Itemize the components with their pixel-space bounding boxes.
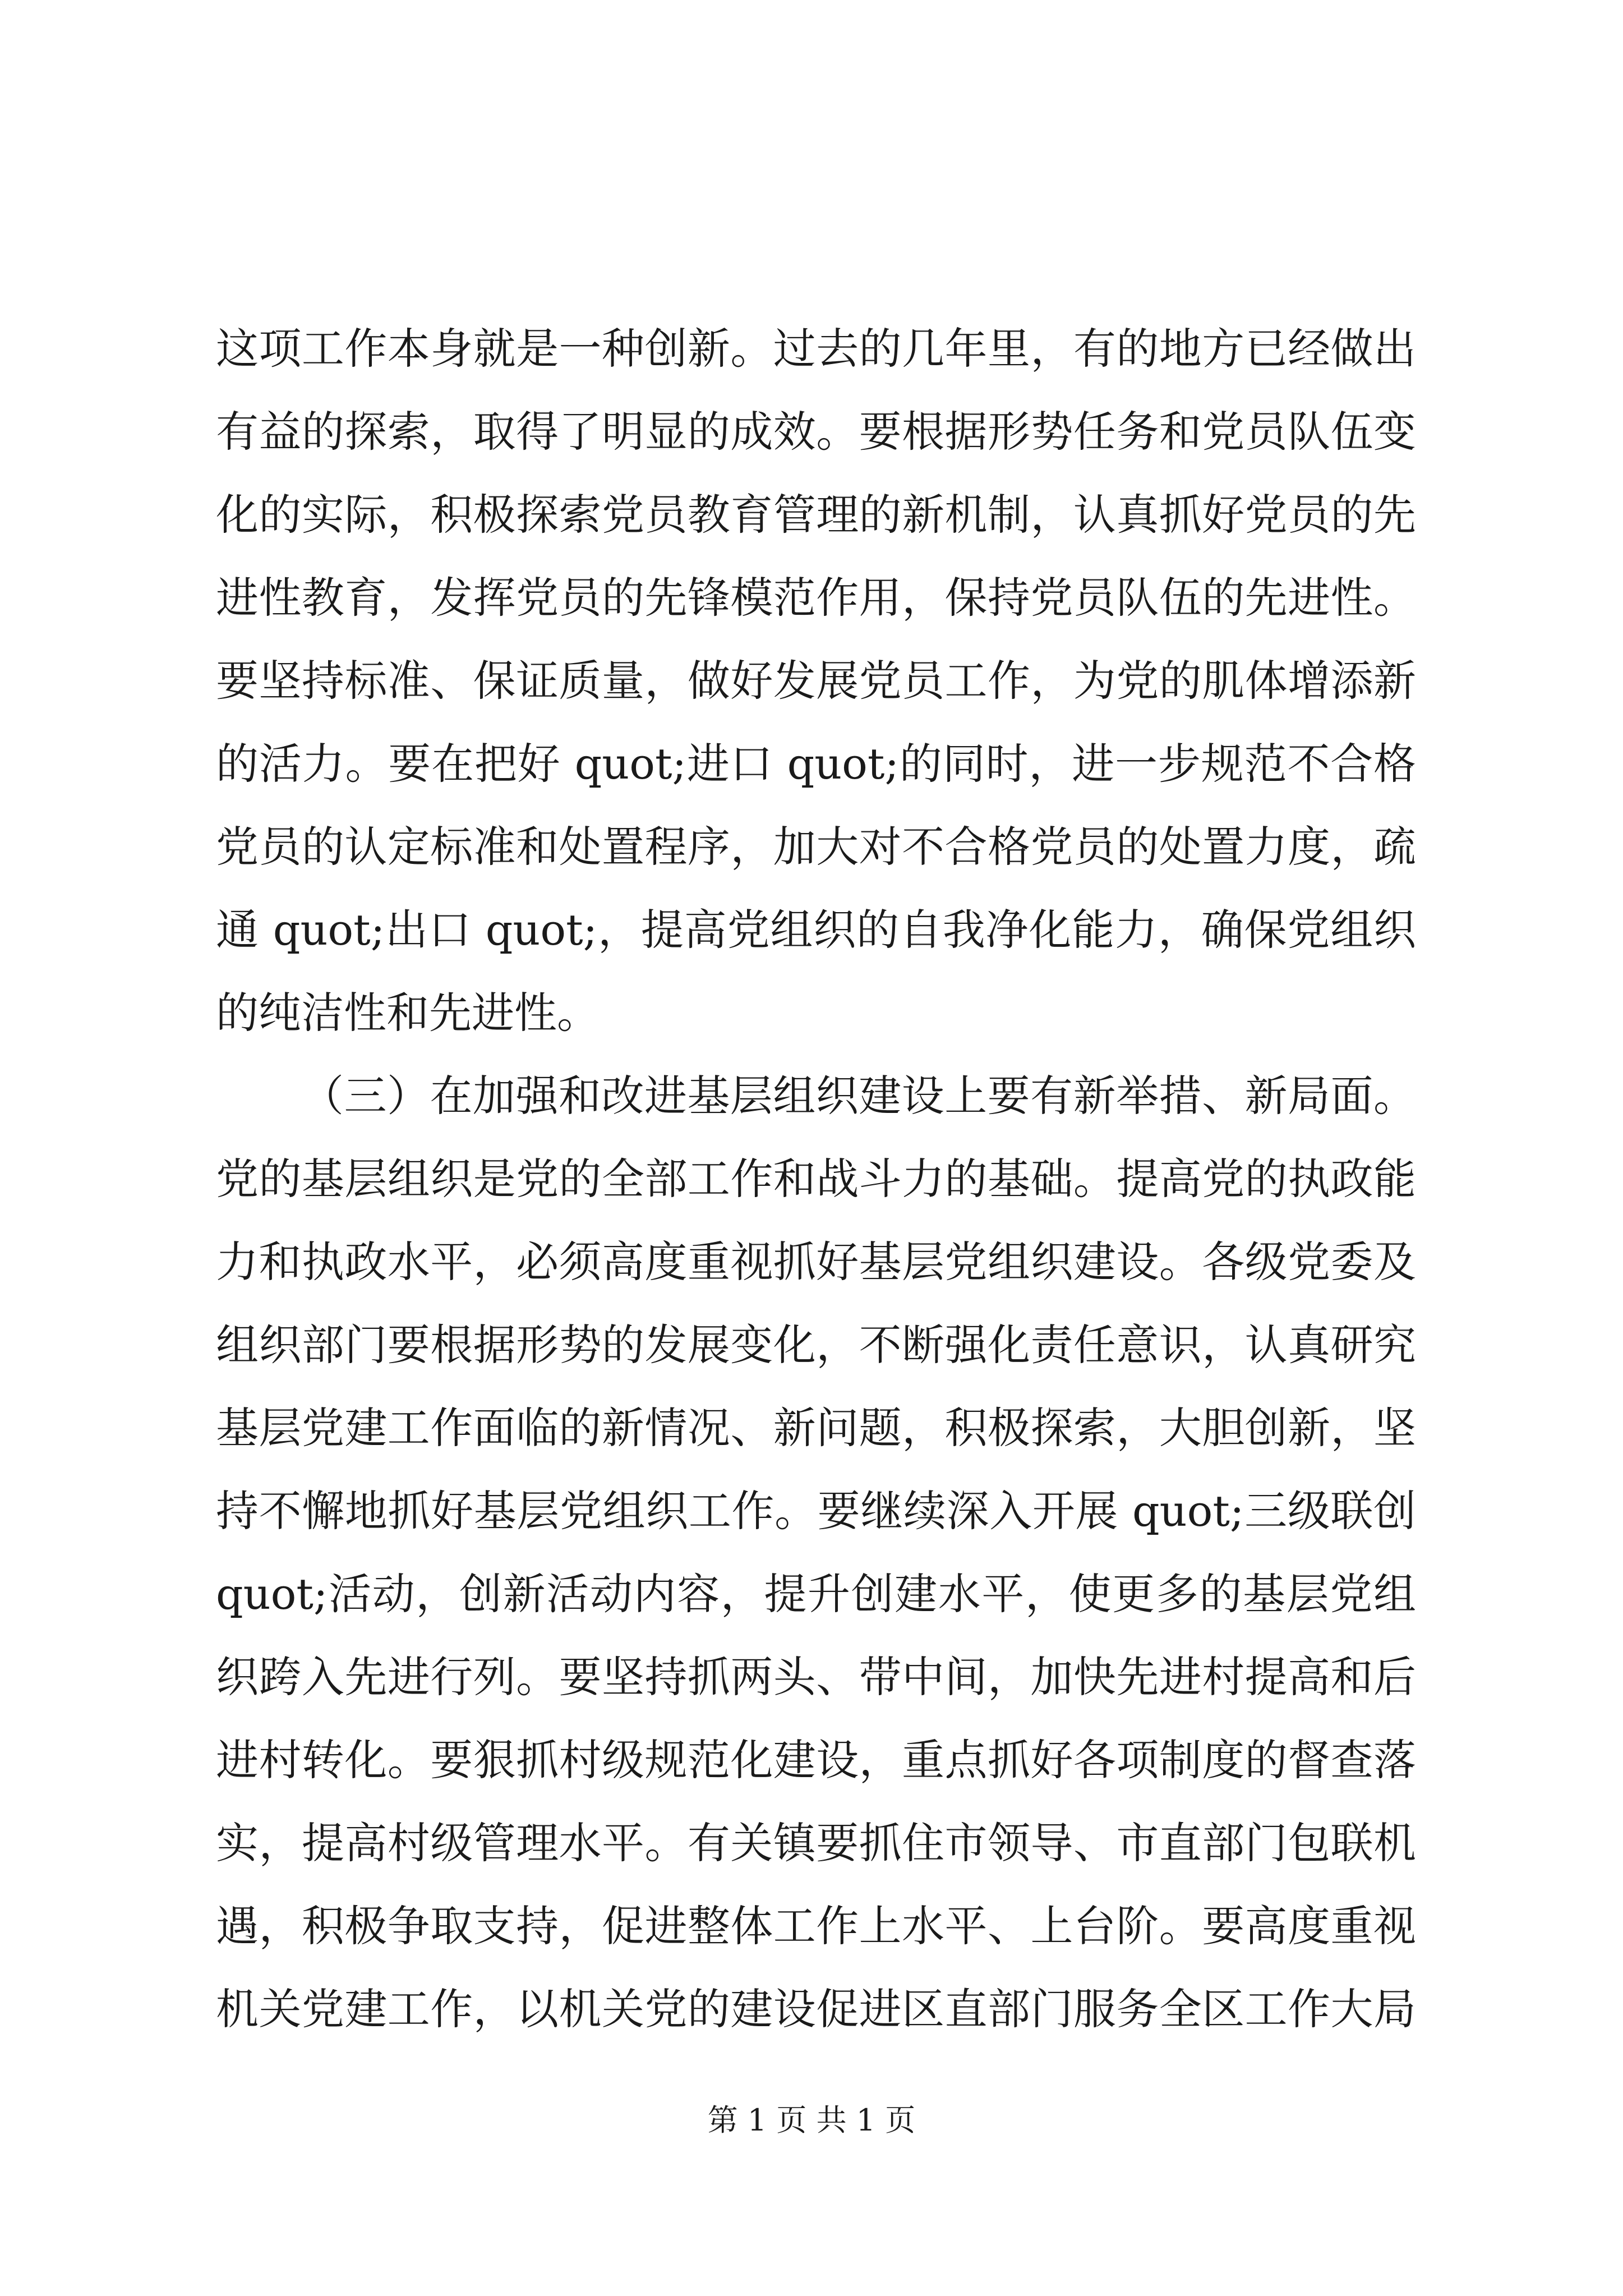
text-line: 基层党建工作面临的新情况、新问题，积极探索，大胆创新，坚 <box>216 1403 1416 1453</box>
text-line: 党员的认定标准和处置程序，加大对不合格党员的处置力度，疏 <box>216 822 1416 872</box>
text-line: 织跨入先进行列。要坚持抓两头、带中间，加快先进村提高和后 <box>216 1652 1416 1702</box>
text-line: 这项工作本身就是一种创新。过去的几年里，有的地方已经做出 <box>216 324 1416 374</box>
text-line: 进性教育，发挥党员的先锋模范作用，保持党员队伍的先进性。 <box>216 573 1416 623</box>
text-line: 进村转化。要狠抓村级规范化建设，重点抓好各项制度的督查落 <box>216 1735 1416 1785</box>
text-line: 的活力。要在把好 quot;进口 quot;的同时，进一步规范不合格 <box>216 739 1416 789</box>
page-footer: 第 1 页 共 1 页 <box>707 2102 916 2138</box>
text-line: 力和执政水平，必须高度重视抓好基层党组织建设。各级党委及 <box>216 1237 1416 1287</box>
text-line: 持不懈地抓好基层党组织工作。要继续深入开展 quot;三级联创 <box>216 1486 1416 1536</box>
text-line: 化的实际，积极探索党员教育管理的新机制，认真抓好党员的先 <box>216 490 1416 540</box>
text-line: 组织部门要根据形势的发展变化，不断强化责任意识，认真研究 <box>216 1320 1416 1370</box>
text-line: 机关党建工作，以机关党的建设促进区直部门服务全区工作大局 <box>216 1984 1416 2034</box>
text-line: 遇，积极争取支持，促进整体工作上水平、上台阶。要高度重视 <box>216 1901 1416 1951</box>
text-line: quot;活动，创新活动内容，提升创建水平，使更多的基层党组 <box>216 1569 1416 1619</box>
text-line: 有益的探索，取得了明显的成效。要根据形势任务和党员队伍变 <box>216 407 1416 457</box>
text-line: 要坚持标准、保证质量，做好发展党员工作，为党的肌体增添新 <box>216 656 1416 706</box>
section-heading-line: （三）在加强和改进基层组织建设上要有新举措、新局面。 <box>301 1071 1416 1121</box>
text-line: 党的基层组织是党的全部工作和战斗力的基础。提高党的执政能 <box>216 1154 1416 1204</box>
text-line: 实，提高村级管理水平。有关镇要抓住市领导、市直部门包联机 <box>216 1818 1416 1868</box>
text-line: 通 quot;出口 quot;，提高党组织的自我净化能力，确保党组织 <box>216 905 1416 955</box>
text-line: 的纯洁性和先进性。 <box>216 988 600 1038</box>
